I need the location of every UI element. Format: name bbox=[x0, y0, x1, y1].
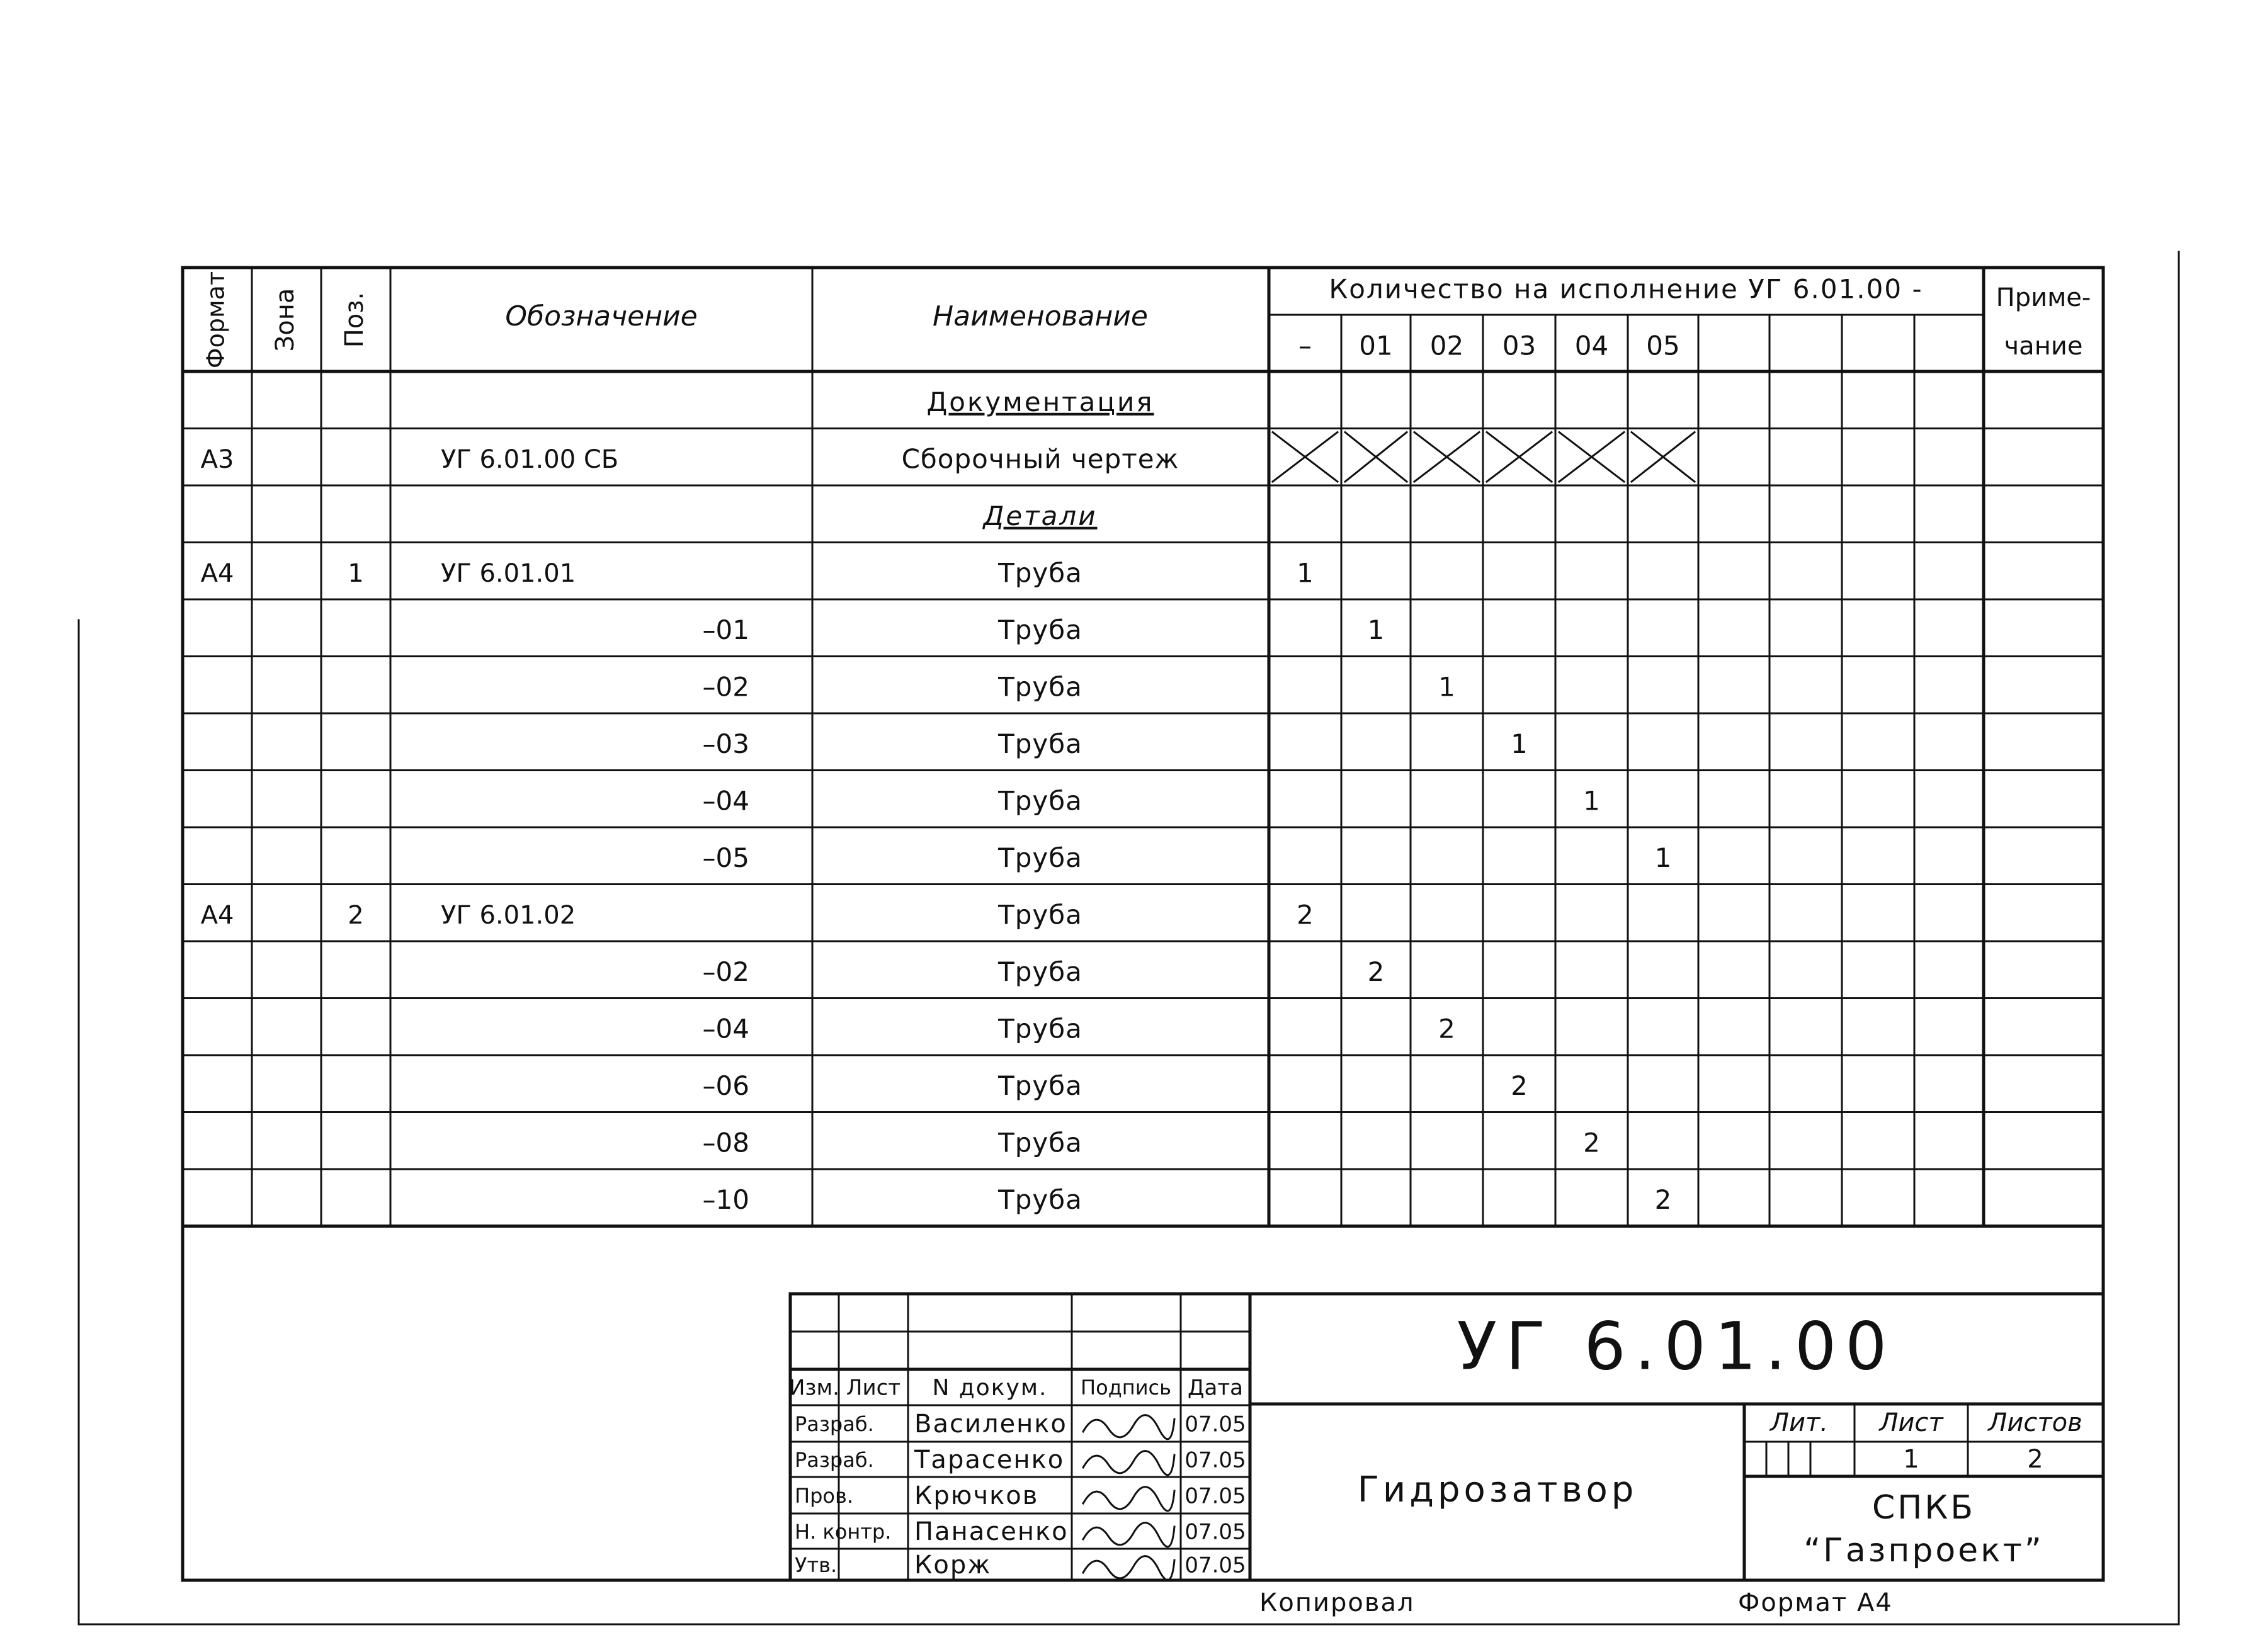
cell-name: Труба bbox=[998, 728, 1082, 759]
cell-quantity: 1 bbox=[1438, 671, 1455, 703]
cell-quantity: 1 bbox=[1297, 557, 1314, 589]
tb-date: 07.05 bbox=[1184, 1483, 1246, 1509]
cell-designation: УГ 6.01.01 bbox=[441, 558, 576, 588]
cell-quantity: 2 bbox=[1583, 1127, 1600, 1158]
tb-role: Пров. bbox=[795, 1484, 853, 1508]
doc-number: УГ 6.01.00 bbox=[1457, 1308, 1896, 1385]
tb-date: 07.05 bbox=[1184, 1412, 1246, 1437]
cell-designation-suffix: –02 bbox=[702, 956, 749, 987]
cell-quantity: 1 bbox=[1654, 842, 1672, 873]
cell-name: Труба bbox=[998, 1013, 1082, 1044]
header-variant-04: 04 bbox=[1574, 330, 1609, 361]
cell-quantity: 1 bbox=[1511, 728, 1528, 759]
cell-name: Труба bbox=[998, 1070, 1082, 1101]
tb-role: Разраб. bbox=[795, 1412, 874, 1436]
cell-quantity: 1 bbox=[1367, 614, 1385, 645]
cell-quantity: 2 bbox=[1438, 1013, 1455, 1044]
tb-name: Корж bbox=[914, 1551, 992, 1580]
cell-name: Труба bbox=[998, 557, 1082, 589]
tb-header-sign: Подпись bbox=[1081, 1376, 1171, 1400]
cell-designation-suffix: –04 bbox=[702, 1013, 749, 1044]
cell-quantity: 1 bbox=[1583, 785, 1600, 817]
header-note: Приме- bbox=[1996, 283, 2091, 312]
org-name-line1: СПКБ bbox=[1872, 1489, 1976, 1527]
section-heading: Детали bbox=[983, 500, 1098, 531]
tb-sheet-label: Лист bbox=[1879, 1408, 1943, 1437]
cell-pos: 2 bbox=[348, 900, 364, 930]
cell-designation-suffix: –06 bbox=[702, 1070, 749, 1101]
cell-designation-suffix: –08 bbox=[702, 1127, 749, 1158]
cell-designation: УГ 6.01.00 СБ bbox=[441, 444, 619, 474]
tb-name: Панасенко bbox=[914, 1517, 1069, 1546]
cell-format: A4 bbox=[200, 900, 234, 930]
signature-mark bbox=[1083, 1523, 1174, 1547]
cell-designation: УГ 6.01.02 bbox=[441, 900, 576, 930]
header-variant-01: 01 bbox=[1359, 330, 1393, 361]
tb-role: Разраб. bbox=[795, 1448, 874, 1472]
tb-date: 07.05 bbox=[1184, 1519, 1246, 1545]
signature-mark bbox=[1083, 1415, 1174, 1439]
tb-lit-label: Лит. bbox=[1769, 1408, 1829, 1437]
header-variant-02: 02 bbox=[1429, 330, 1464, 361]
cell-quantity: 2 bbox=[1511, 1070, 1528, 1101]
tb-sheets-value: 2 bbox=[2027, 1445, 2043, 1474]
signature-mark bbox=[1083, 1451, 1174, 1475]
cell-name: Труба bbox=[998, 899, 1082, 931]
header-pos: Поз. bbox=[340, 291, 369, 348]
tb-header-izm: Изм. bbox=[789, 1375, 839, 1401]
cell-designation-suffix: –02 bbox=[702, 671, 749, 703]
cell-designation-suffix: –10 bbox=[702, 1184, 749, 1215]
cell-pos: 1 bbox=[348, 558, 364, 588]
header-quantity-title: Количество на исполнение УГ 6.01.00 - bbox=[1329, 273, 1923, 305]
tb-name: Крючков bbox=[914, 1481, 1039, 1510]
header-variant-05: 05 bbox=[1646, 330, 1680, 361]
cell-name: Труба bbox=[998, 1127, 1082, 1158]
cell-format: A4 bbox=[200, 558, 234, 588]
cell-quantity: 2 bbox=[1297, 899, 1314, 931]
signature-mark bbox=[1083, 1487, 1174, 1511]
tb-sheet-value: 1 bbox=[1903, 1445, 1919, 1474]
cell-name: Труба bbox=[998, 671, 1082, 703]
tb-header-ndoc: N докум. bbox=[932, 1375, 1048, 1401]
header-designation: Обозначение bbox=[505, 300, 698, 332]
cell-quantity: 2 bbox=[1367, 956, 1385, 987]
tb-name: Василенко bbox=[914, 1410, 1067, 1439]
signature-mark bbox=[1083, 1556, 1174, 1580]
section-heading: Документация bbox=[926, 386, 1154, 417]
tb-role: Утв. bbox=[795, 1553, 838, 1577]
tb-date: 07.05 bbox=[1184, 1447, 1246, 1473]
tb-header-date: Дата bbox=[1187, 1375, 1244, 1401]
header-note: чание bbox=[2004, 332, 2083, 361]
format-label: Формат А4 bbox=[1738, 1588, 1893, 1617]
cell-name: Труба bbox=[998, 785, 1082, 817]
tb-name: Тарасенко bbox=[914, 1445, 1065, 1474]
org-name-line2: “Газпроект” bbox=[1803, 1532, 2044, 1570]
cell-designation-suffix: –04 bbox=[702, 785, 749, 817]
header-variant-03: 03 bbox=[1502, 330, 1536, 361]
doc-title: Гидрозатвор bbox=[1357, 1469, 1638, 1511]
cell-name: Труба bbox=[998, 956, 1082, 987]
header-variant-base: – bbox=[1298, 330, 1312, 361]
copied-label: Копировал bbox=[1259, 1588, 1415, 1617]
tb-header-list: Лист bbox=[846, 1375, 901, 1401]
cell-designation-suffix: –01 bbox=[702, 614, 749, 645]
cell-quantity: 2 bbox=[1654, 1184, 1672, 1215]
tb-date: 07.05 bbox=[1184, 1553, 1246, 1578]
cell-name: Сборочный чертеж bbox=[901, 443, 1179, 475]
cell-name: Труба bbox=[998, 842, 1082, 873]
cell-designation-suffix: –05 bbox=[702, 842, 749, 873]
tb-role: Н. контр. bbox=[795, 1520, 892, 1544]
cell-format: A3 bbox=[200, 444, 234, 474]
cell-designation-suffix: –03 bbox=[702, 728, 749, 759]
header-zone: Зона bbox=[271, 288, 300, 352]
header-format: Формат bbox=[202, 271, 230, 369]
header-name: Наименование bbox=[933, 300, 1148, 332]
cell-name: Труба bbox=[998, 1184, 1082, 1215]
tb-sheets-label: Листов bbox=[1988, 1408, 2082, 1437]
cell-name: Труба bbox=[998, 614, 1082, 645]
